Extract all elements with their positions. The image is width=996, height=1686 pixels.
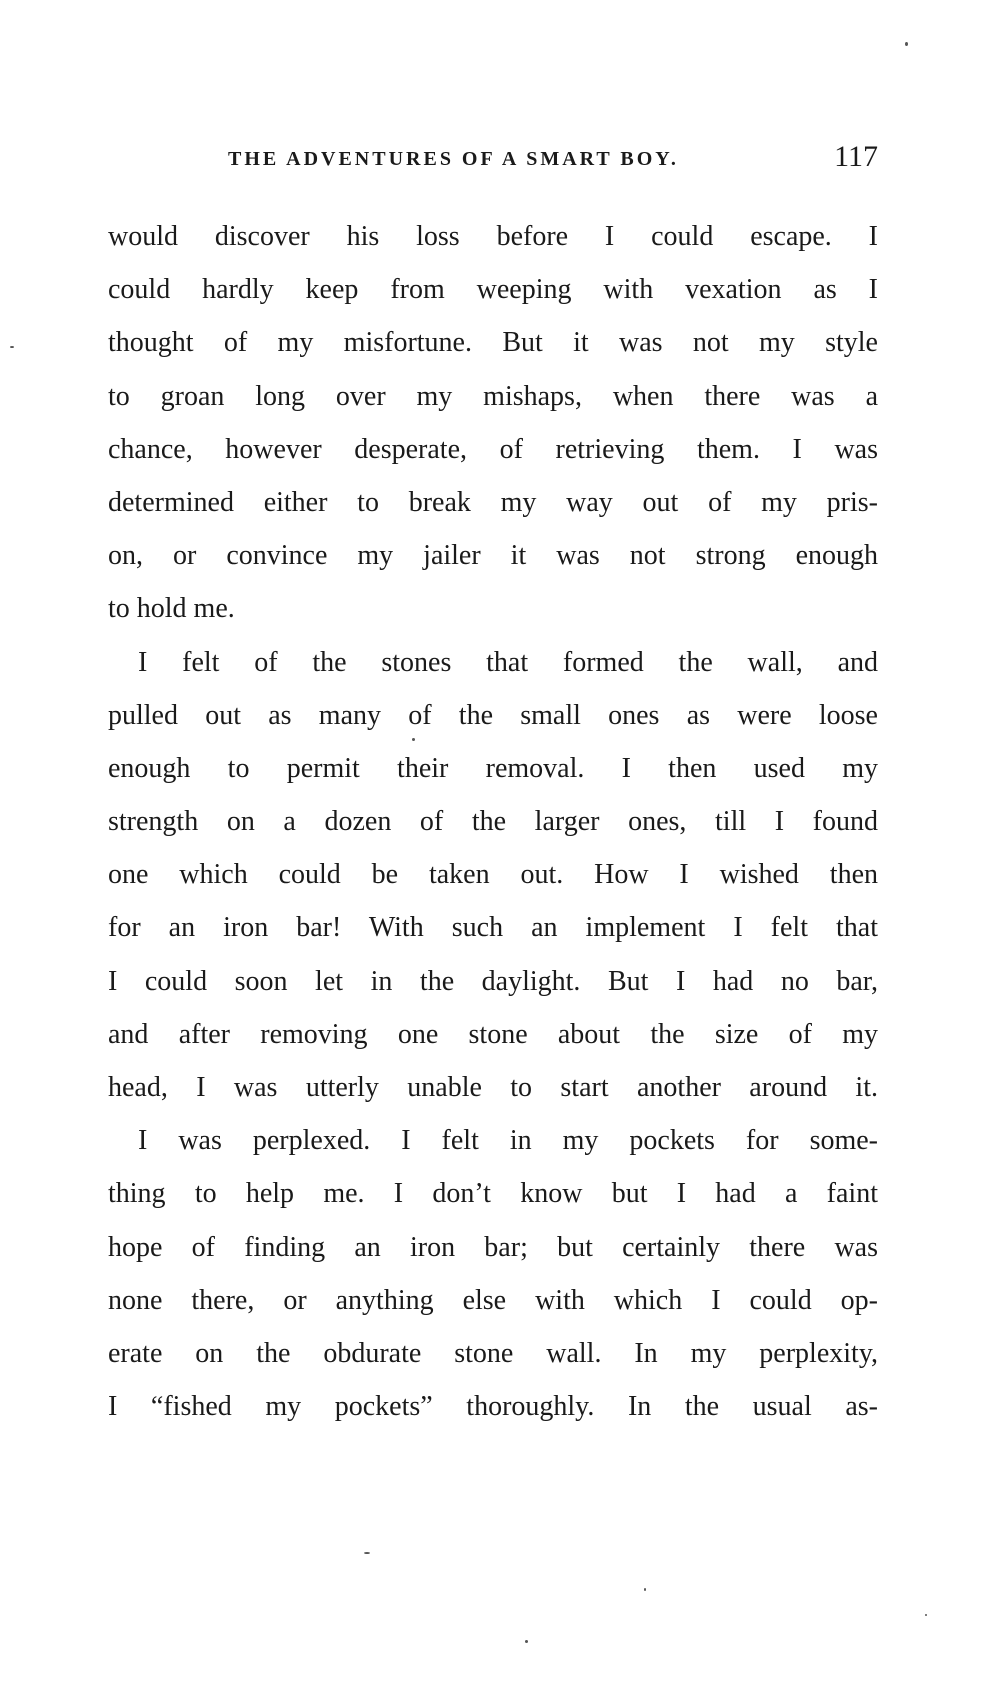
paragraph-1 xyxy=(108,210,878,636)
text-line: to groan long over my mishaps, when there was a xyxy=(108,380,878,412)
scan-speck xyxy=(525,1640,528,1643)
text-line: on, or convince my jailer it was not strong enough xyxy=(108,540,878,572)
scan-speck xyxy=(905,42,908,46)
text-line: I could soon let in the daylight. But I had no bar, xyxy=(108,965,878,997)
text-line: and after removing one stone about the size of my xyxy=(108,1018,878,1050)
text-line: could hardly keep from weeping with vexation as I xyxy=(108,274,878,306)
paragraph-3 xyxy=(108,1114,878,1433)
text-line: erate on the obdurate stone wall. In my perplexity, xyxy=(108,1337,878,1369)
text-line: pulled out as many of the small ones as were loose xyxy=(108,699,878,731)
text-line: would discover his loss before I could escape. I xyxy=(108,221,878,252)
text-line: enough to permit their removal. I then used my xyxy=(108,752,878,784)
text-line: hope of finding an iron bar; but certainly there was xyxy=(108,1231,878,1263)
text-line: determined either to break my way out of my pris- xyxy=(108,486,878,518)
page-number: 117 xyxy=(834,140,878,173)
text-line: I “fished my pockets” thoroughly. In the usual as- xyxy=(108,1391,878,1423)
text-line: head, I was utterly unable to start another around it. xyxy=(108,1072,878,1103)
running-head xyxy=(108,140,878,176)
text-line: thing to help me. I don’t know but I had a faint xyxy=(108,1178,878,1210)
text-line: chance, however desperate, of retrieving them. I was xyxy=(108,433,878,465)
scan-speck xyxy=(412,738,415,741)
text-line: I felt of the stones that formed the wall, and xyxy=(138,646,878,678)
text-line: to hold me. xyxy=(108,593,235,625)
running-title: THE ADVENTURES OF A SMART BOY. xyxy=(228,148,679,170)
text-line: strength on a dozen of the larger ones, till I found xyxy=(108,806,878,838)
paragraph-2 xyxy=(108,636,878,1115)
text-line: one which could be taken out. How I wished then xyxy=(108,859,878,891)
body-text xyxy=(108,210,878,1433)
scan-speck xyxy=(925,1614,927,1616)
text-line: for an iron bar! With such an implement I felt that xyxy=(108,912,878,944)
text-line: none there, or anything else with which I could op- xyxy=(108,1284,878,1316)
text-line: thought of my misfortune. But it was not my style xyxy=(108,327,878,359)
scan-speck xyxy=(364,1552,370,1554)
text-line: I was perplexed. I felt in my pockets for some- xyxy=(138,1125,878,1157)
scan-speck xyxy=(10,346,14,348)
scan-speck xyxy=(644,1588,646,1591)
